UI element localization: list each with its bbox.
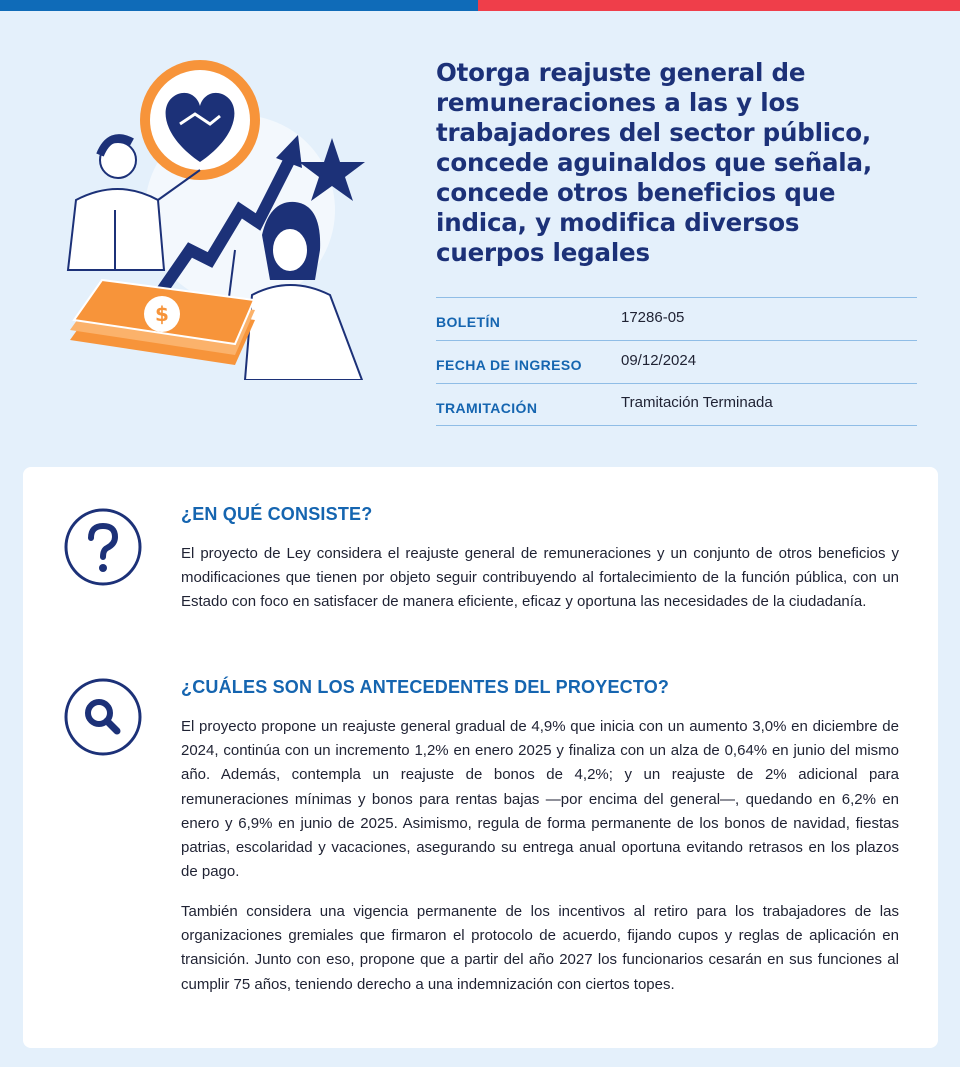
meta-row-fecha xyxy=(436,340,917,383)
metadata-table xyxy=(436,297,917,426)
meta-value: 09/12/2024 xyxy=(621,351,697,369)
section-paragraph: El proyecto propone un reajuste general gradual de 4,9% que inicia con un aumento 3,0% en diciembre de 2024, continúa con un incremento 1,2% en enero 2025 y finaliza con un alza de 0,64% en junio del mismo año. Además, contempla un reajuste de bonos de 4,2%; y un reajuste de 2% adicional para remuneraciones mínimas y bonos para rentas bajas —por encima del general—, quedando en 6,2% en enero y 6,9% en junio de 2025. Asimismo, regula de forma permanente de los bonos de navidad, fiestas patrias, escolaridad y vacaciones, asegurando su entrega anual oportuna evitando retrasos en los plazos de pago. xyxy=(181,718,899,881)
page-title: Otorga reajuste general de remuneraciones a las y los trabajadores del sector público, concede aguinaldos que señala, concede otros beneficios que indica, y modifica diversos cuerpos legales xyxy=(436,58,872,267)
top-bar-blue xyxy=(0,0,478,11)
meta-value: Tramitación Terminada xyxy=(621,394,773,411)
meta-value: 17286-05 xyxy=(621,308,685,326)
hero-illustration xyxy=(40,50,380,380)
meta-label: FECHA DE INGRESO xyxy=(436,357,582,373)
currency-symbol: $ xyxy=(155,302,169,326)
top-bar-red xyxy=(478,0,960,11)
content-card xyxy=(23,467,938,1048)
question-icon xyxy=(63,507,143,587)
handshake-heart-icon xyxy=(140,60,260,180)
meta-row-tramitacion xyxy=(436,383,917,426)
section-title-antecedentes: ¿CUÁLES SON LOS ANTECEDENTES DEL PROYECTO? xyxy=(181,677,670,697)
section-paragraph: El proyecto de Ley considera el reajuste general de remuneraciones y un conjunto de otros beneficios y modificaciones que tienen por objeto seguir contribuyendo al fortalecimiento de la función pública, con un Estado con foco en satisfacer de manera eficiente, eficaz y oportuna las necesidades de la ciudadanía. xyxy=(181,545,899,611)
top-color-bar xyxy=(0,0,960,11)
search-icon xyxy=(63,677,143,757)
meta-label: BOLETÍN xyxy=(436,314,501,330)
section-paragraph: También considera una vigencia permanente de los incentivos al retiro para los trabajadores de las organizaciones gremiales que firmaron el protocolo de acuerdo, fijando cupos y reglas de aplicación en transición. Junto con eso, propone que a partir del año 2027 los funcionarios cesarán en sus funciones al cumplir 75 años, teniendo derecho a una indemnización con ciertos topes. xyxy=(181,903,899,993)
meta-row-boletin xyxy=(436,297,917,340)
meta-label: TRAMITACIÓN xyxy=(436,399,538,416)
section-title-consiste: ¿EN QUÉ CONSISTE? xyxy=(181,504,373,524)
